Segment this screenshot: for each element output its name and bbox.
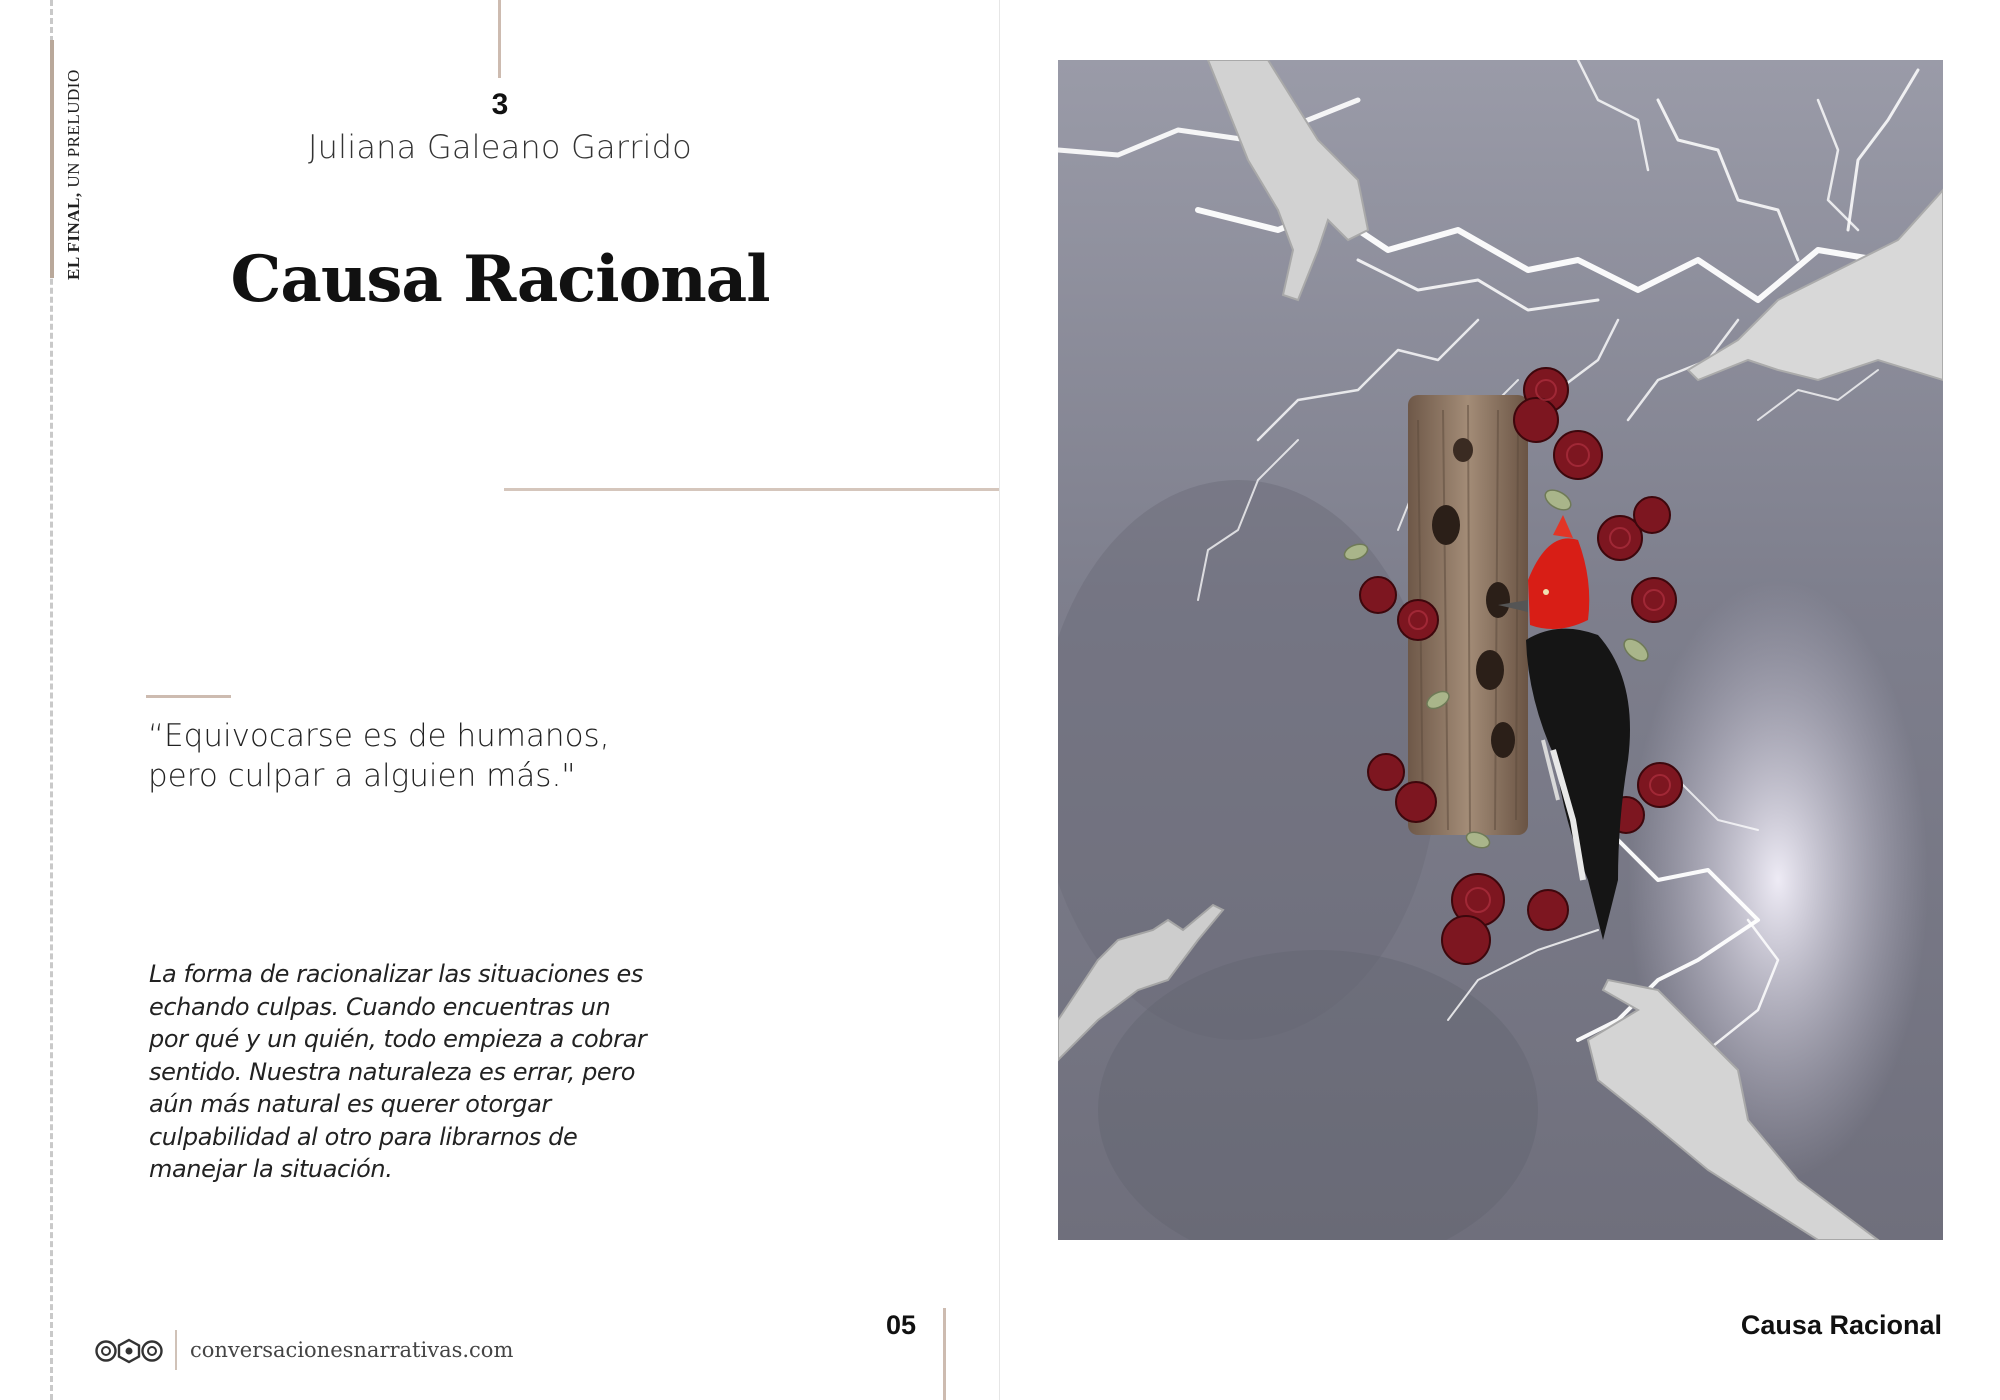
body-line: echando culpas. Cuando encuentras un (149, 992, 611, 1021)
author-name: Juliana Galeano Garrido (308, 128, 692, 166)
body-line: por qué y un quién, todo empieza a cobrar (149, 1025, 647, 1053)
top-vertical-rule (498, 0, 501, 78)
sidebar-series-rest: UN PRELUDIO (64, 69, 83, 193)
body-line: La forma de racionalizar las situaciones es (149, 960, 643, 988)
sidebar-accent-bar (50, 40, 54, 278)
page-number: 05 (885, 1310, 916, 1340)
chapter-number: 3 (491, 88, 509, 121)
sidebar-series-bold: EL FINAL, (64, 192, 83, 280)
pull-quote-line: pero culpar a alguien más." (148, 758, 576, 794)
sidebar-series-title (64, 40, 94, 280)
body-line: sentido. Nuestra naturaleza es errar, pero (149, 1057, 636, 1086)
section-divider (504, 488, 1000, 491)
body-line: culpabilidad al otro para librarnos de (149, 1122, 578, 1151)
collage-artwork (1058, 60, 1943, 1240)
pull-quote-line: “Equivocarse es de humanos, (148, 718, 610, 754)
running-title: Causa Racional (1740, 1310, 1942, 1340)
page-number-rule (943, 1308, 946, 1400)
body-line: aún más natural es querer otorgar (149, 1090, 551, 1118)
footer-divider (175, 1330, 177, 1370)
pull-quote (148, 716, 668, 796)
body-line: manejar la situación. (149, 1155, 393, 1183)
quote-accent-rule (146, 695, 231, 698)
website-link[interactable]: conversacionesnarrativas.com (190, 1338, 514, 1362)
article-title: Causa Racional (230, 242, 770, 317)
publisher-logo-icon[interactable] (94, 1338, 164, 1364)
body-paragraph (149, 958, 659, 1186)
